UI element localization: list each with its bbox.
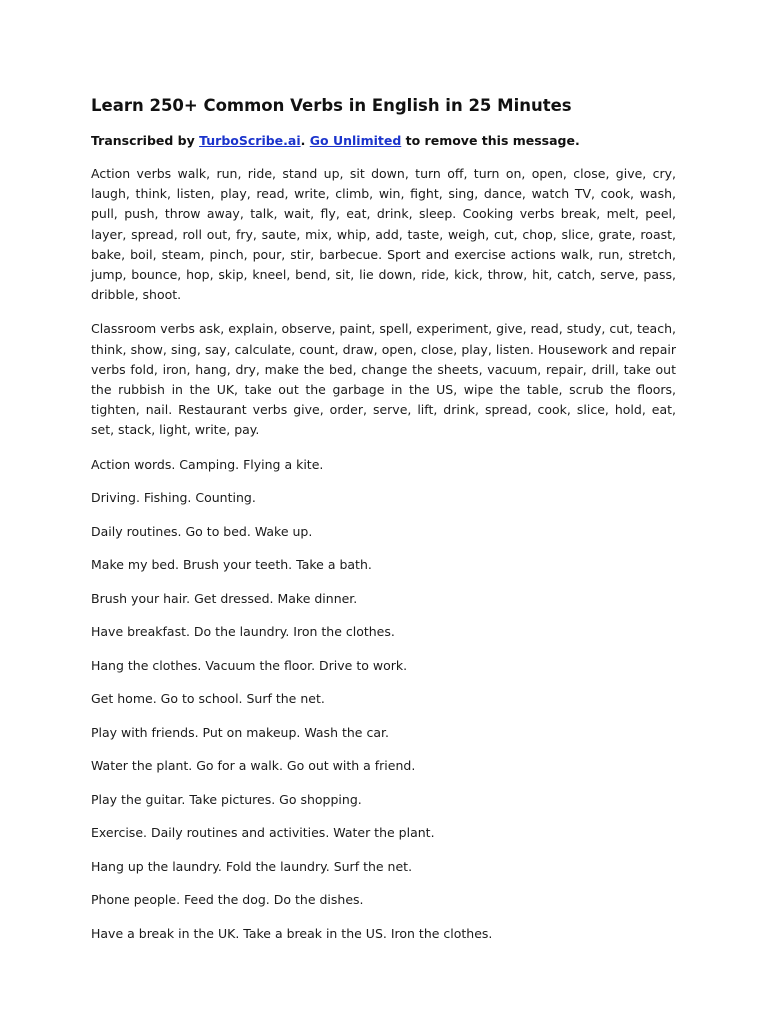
notice-prefix: Transcribed by [91, 133, 200, 148]
text-line: Hang the clothes. Vacuum the floor. Drive to work. [91, 657, 408, 673]
text-line: Hang up the laundry. Fold the laundry. Surf the net. [91, 858, 413, 874]
text-line: Exercise. Daily routines and activities. Water the plant. [91, 825, 435, 841]
turboscribe-link[interactable]: TurboScribe.ai [199, 133, 301, 148]
paragraph-classroom-housework-restaurant: Classroom verbs ask, explain, observe, paint, spell, experiment, give, read, study, cut, teach, think, show, sing, say, calculate, count, draw, open, close, play, listen. Housework and repair verbs fold, iron, hang, dry, make the bed, change the sheets, vacuum, repair, drill, take out the rubbish in the UK, take out the garbage in the US, wipe the table, scrub the floors, tighten, nail. Restaurant verbs give, order, serve, lift, drink, spread, cook, slice, hold, eat, set, stack, light, write, pay. [91, 321, 676, 438]
text-line: Get home. Go to school. Surf the net. [91, 691, 325, 707]
text-line: Brush your hair. Get dressed. Make dinner. [91, 590, 358, 606]
text-line: Play the guitar. Take pictures. Go shopping. [91, 791, 362, 807]
text-line: Driving. Fishing. Counting. [91, 490, 256, 506]
transcription-notice [91, 132, 676, 150]
text-line: Make my bed. Brush your teeth. Take a bath. [91, 557, 372, 573]
text-line: Have breakfast. Do the laundry. Iron the clothes. [91, 624, 395, 640]
text-line: Phone people. Feed the dog. Do the dishes. [91, 892, 364, 908]
go-unlimited-link[interactable]: Go Unlimited [309, 133, 402, 148]
text-line: Have a break in the UK. Take a break in the US. Iron the clothes. [91, 925, 493, 941]
text-line: Play with friends. Put on makeup. Wash the car. [91, 724, 389, 740]
document-page [91, 94, 676, 957]
text-line: Action words. Camping. Flying a kite. [91, 456, 324, 472]
text-line: Daily routines. Go to bed. Wake up. [91, 523, 313, 539]
notice-separator: . [300, 133, 310, 148]
document-title: Learn 250+ Common Verbs in English in 25 Minutes [91, 96, 572, 115]
paragraph-action-cooking-sport: Action verbs walk, run, ride, stand up, sit down, turn off, turn on, open, close, give, cry, laugh, think, listen, play, read, write, climb, win, fight, sing, dance, watch TV, cook, wash, pull, push, throw away, talk, wait, fly, eat, drink, sleep. Cooking verbs break, melt, peel, layer, spread, roll out, fry, saute, mix, whip, add, taste, weigh, cut, chop, slice, grate, roast, bake, boil, steam, pinch, pour, stir, barbecue. Sport and exercise actions walk, run, stretch, jump, bounce, hop, skip, kneel, bend, sit, lie down, ride, kick, throw, hit, catch, serve, pass, dribble, shoot. [91, 166, 676, 303]
notice-suffix: to remove this message. [401, 133, 580, 148]
text-line: Water the plant. Go for a walk. Go out with a friend. [91, 758, 416, 774]
